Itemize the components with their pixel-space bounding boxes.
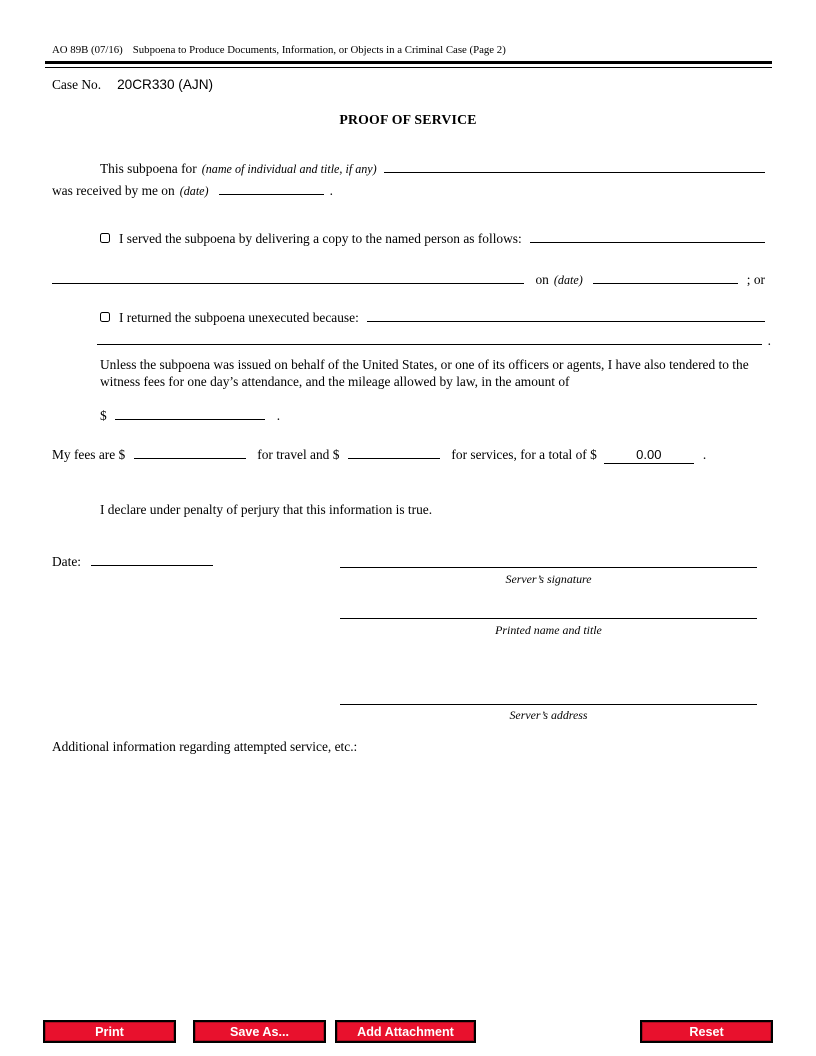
form-description: Subpoena to Produce Documents, Information, or Objects in a Criminal Case (Page 2): [132, 44, 506, 56]
period: .: [702, 447, 707, 462]
add-attachment-button[interactable]: Add Attachment: [335, 1020, 476, 1043]
served-continuation-row: [52, 270, 765, 288]
served-date-field[interactable]: [593, 270, 738, 284]
declaration-text: I declare under penalty of perjury that this information is true.: [100, 502, 433, 517]
period: .: [767, 333, 771, 348]
or-suffix: ; or: [746, 272, 765, 287]
subpoena-for-label: This subpoena for: [100, 161, 197, 176]
date-field[interactable]: [91, 552, 213, 566]
save-as-button[interactable]: Save As...: [193, 1020, 326, 1043]
declaration-row: [100, 502, 432, 518]
fees-row: [52, 445, 706, 464]
services-mid-label: for services, for a total of $: [451, 447, 597, 462]
case-no-field[interactable]: 20CR330 (AJN): [117, 77, 214, 92]
served-option-row: [100, 229, 765, 247]
additional-info-label: Additional information regarding attempted service, etc.:: [52, 739, 358, 754]
served-date-hint: (date): [553, 273, 583, 287]
unexecuted-reason-field[interactable]: [367, 308, 765, 322]
printed-name-caption: Printed name and title: [495, 623, 602, 637]
server-signature-field[interactable]: [340, 553, 757, 568]
printed-name-field[interactable]: [340, 604, 757, 619]
unexecuted-checkbox[interactable]: [100, 312, 110, 322]
unexecuted-reason-field-2[interactable]: [97, 331, 762, 345]
case-no-label: Case No.: [52, 77, 102, 92]
travel-mid-label: for travel and $: [257, 447, 340, 462]
on-label: on: [535, 272, 549, 287]
tender-paragraph: Unless the subpoena was issued on behalf of the United States, or one of its officers or agents, I have also tendered to the witness fees for one day’s attendance, and the mileage allowed by law, in the amount of: [100, 357, 749, 389]
dollar-sign: $: [100, 408, 107, 423]
server-address-field[interactable]: [340, 690, 757, 705]
name-hint: (name of individual and title, if any): [201, 162, 377, 176]
received-by-label: was received by me on: [52, 183, 175, 198]
period: .: [329, 183, 333, 198]
date-hint: (date): [179, 184, 209, 198]
header-double-rule: [45, 61, 772, 68]
served-person-field[interactable]: [530, 229, 765, 243]
served-person-field-2[interactable]: [52, 270, 524, 284]
fees-prefix-label: My fees are $: [52, 447, 126, 462]
travel-fees-field[interactable]: [134, 445, 246, 459]
subpoena-for-row: [100, 159, 765, 177]
form-id: AO 89B (07/16): [52, 44, 123, 56]
period: .: [276, 408, 281, 423]
server-signature-caption: Server’s signature: [505, 572, 592, 586]
received-date-row: [52, 181, 333, 199]
tender-amount-field[interactable]: [115, 406, 265, 420]
case-number-row: [52, 77, 213, 93]
unexecuted-continuation-row: [97, 331, 771, 349]
form-header: [52, 44, 506, 56]
unexecuted-option-row: [100, 308, 765, 326]
unexecuted-option-label: I returned the subpoena unexecuted because:: [119, 310, 359, 325]
served-checkbox[interactable]: [100, 233, 110, 243]
page-title: PROOF OF SERVICE: [339, 112, 477, 127]
service-fees-field[interactable]: [348, 445, 440, 459]
date-label: Date:: [52, 554, 81, 569]
served-option-label: I served the subpoena by delivering a copy to the named person as follows:: [119, 231, 522, 246]
tender-amount-row: [100, 406, 280, 424]
total-fees-field[interactable]: 0.00: [604, 447, 694, 464]
reset-button[interactable]: Reset: [640, 1020, 773, 1043]
subpoena-for-field[interactable]: [384, 159, 765, 173]
print-button[interactable]: Print: [43, 1020, 176, 1043]
received-date-field[interactable]: [219, 181, 324, 195]
additional-info-row: [52, 739, 357, 755]
server-address-caption: Server’s address: [509, 708, 588, 722]
date-row: [52, 552, 213, 570]
